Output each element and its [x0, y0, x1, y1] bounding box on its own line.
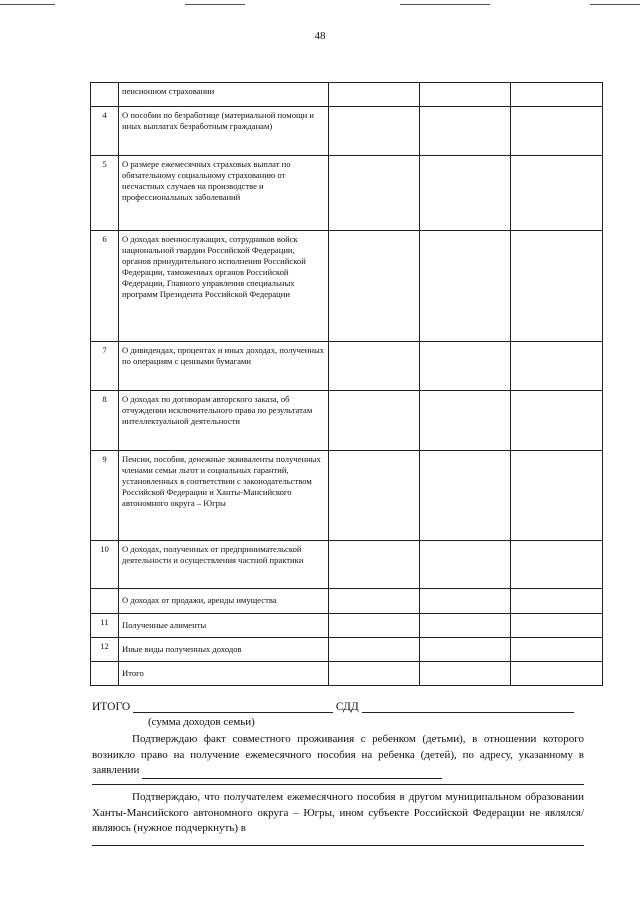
- municipality-field[interactable]: [92, 845, 584, 846]
- table-row: [91, 342, 603, 391]
- value-cell: [329, 156, 420, 231]
- value-cell: [511, 107, 603, 156]
- value-cell: [420, 589, 511, 614]
- value-cell: [511, 541, 603, 589]
- address-field[interactable]: [142, 766, 442, 779]
- non-recipient-statement: Подтверждаю, что получателем ежемесячного пособия в другом муниципальном образовании Ханты-Мансийского автономного округа – Югры, ином субъекте Российской Федерации не являлся/являюсь (нужное подчеркнуть) в: [92, 791, 584, 834]
- table-row: [91, 391, 603, 451]
- row-number: 10: [91, 541, 119, 589]
- row-description: О пособии по безработице (материальной помощи и иных выплатах безработным гражданам): [119, 107, 329, 156]
- value-cell: [329, 342, 420, 391]
- value-cell: [420, 156, 511, 231]
- row-description: Итого: [119, 662, 329, 686]
- value-cell: [420, 541, 511, 589]
- top-rule-right: [400, 4, 490, 5]
- value-cell: [420, 451, 511, 541]
- value-cell: [420, 391, 511, 451]
- value-cell: [511, 156, 603, 231]
- value-cell: [420, 662, 511, 686]
- itogo-field[interactable]: [133, 700, 333, 713]
- row-number: 11: [91, 614, 119, 638]
- table-row: [91, 638, 603, 662]
- value-cell: [329, 451, 420, 541]
- income-table: [90, 82, 603, 686]
- sdd-label: СДД: [335, 701, 359, 713]
- table-row: [91, 662, 603, 686]
- row-description: Полученные алименты: [119, 614, 329, 638]
- value-cell: [420, 342, 511, 391]
- value-cell: [329, 231, 420, 342]
- value-cell: [511, 391, 603, 451]
- cohabitation-statement: Подтверждаю факт совместного проживания с ребенком (детьми), в отношении которого возникло право на получение ежемесячного пособия на ребенка (детей), по адресу, указанному в заявлении: [92, 732, 584, 779]
- value-cell: [420, 638, 511, 662]
- value-cell: [329, 614, 420, 638]
- value-cell: [511, 614, 603, 638]
- itogo-label: ИТОГО: [92, 701, 131, 713]
- table-row: [91, 451, 603, 541]
- value-cell: [420, 107, 511, 156]
- value-cell: [329, 541, 420, 589]
- summary-caption: (сумма доходов семьи): [148, 716, 255, 728]
- row-number: 5: [91, 156, 119, 231]
- top-rule-left: [0, 4, 55, 5]
- value-cell: [511, 589, 603, 614]
- value-cell: [420, 231, 511, 342]
- row-number: [91, 662, 119, 686]
- value-cell: [511, 638, 603, 662]
- row-number: [91, 83, 119, 107]
- value-cell: [511, 342, 603, 391]
- row-number: 9: [91, 451, 119, 541]
- table-row: [91, 231, 603, 342]
- row-description: О доходах военнослужащих, сотрудников войск национальной гвардии Российской Федерации, органов принудительного исполнения Российской Федерации, таможенных органов Российской Федерации, Главного управления специальных программ Президента Российской Федерации: [119, 231, 329, 342]
- row-description: пенсионном страховании: [119, 83, 329, 107]
- row-description: О доходах по договорам авторского заказа, об отчуждении исключительного права по результатам интеллектуальной деятельности: [119, 391, 329, 451]
- table-row: [91, 107, 603, 156]
- row-description: Иные виды полученных доходов: [119, 638, 329, 662]
- top-rule-far-right: [590, 4, 640, 5]
- row-number: [91, 589, 119, 614]
- row-description: О размере ежемесячных страховых выплат по обязательному социальному страхованию от несчастных случаев на производстве и профессиональных заболеваний: [119, 156, 329, 231]
- table-row: [91, 156, 603, 231]
- row-description: Пенсии, пособия, денежные эквиваленты полученных членами семьи льгот и социальных гарантий, установленных в соответствии с законодательством Российской Федерации и Ханты-Мансийского автономного округа – Югры: [119, 451, 329, 541]
- row-description: О доходах от продажи, аренды имущества: [119, 589, 329, 614]
- value-cell: [329, 589, 420, 614]
- value-cell: [329, 662, 420, 686]
- table-row: [91, 83, 603, 107]
- sdd-field[interactable]: [362, 700, 574, 713]
- row-number: 12: [91, 638, 119, 662]
- table-row: [91, 614, 603, 638]
- value-cell: [329, 83, 420, 107]
- value-cell: [420, 614, 511, 638]
- summary-line: [92, 700, 592, 713]
- page-number: 48: [314, 30, 326, 42]
- table-row: [91, 541, 603, 589]
- row-description: О доходах, полученных от предпринимательской деятельности и осуществления частной практики: [119, 541, 329, 589]
- value-cell: [511, 451, 603, 541]
- row-number: 4: [91, 107, 119, 156]
- value-cell: [329, 638, 420, 662]
- top-rule-mid: [185, 4, 245, 5]
- value-cell: [420, 83, 511, 107]
- value-cell: [511, 83, 603, 107]
- value-cell: [511, 662, 603, 686]
- row-description: О дивидендах, процентах и иных доходах, полученных по операциям с ценными бумагами: [119, 342, 329, 391]
- row-number: 6: [91, 231, 119, 342]
- row-number: 7: [91, 342, 119, 391]
- value-cell: [329, 391, 420, 451]
- address-field-continuation[interactable]: [92, 784, 584, 785]
- value-cell: [329, 107, 420, 156]
- row-number: 8: [91, 391, 119, 451]
- value-cell: [511, 231, 603, 342]
- table-row: [91, 589, 603, 614]
